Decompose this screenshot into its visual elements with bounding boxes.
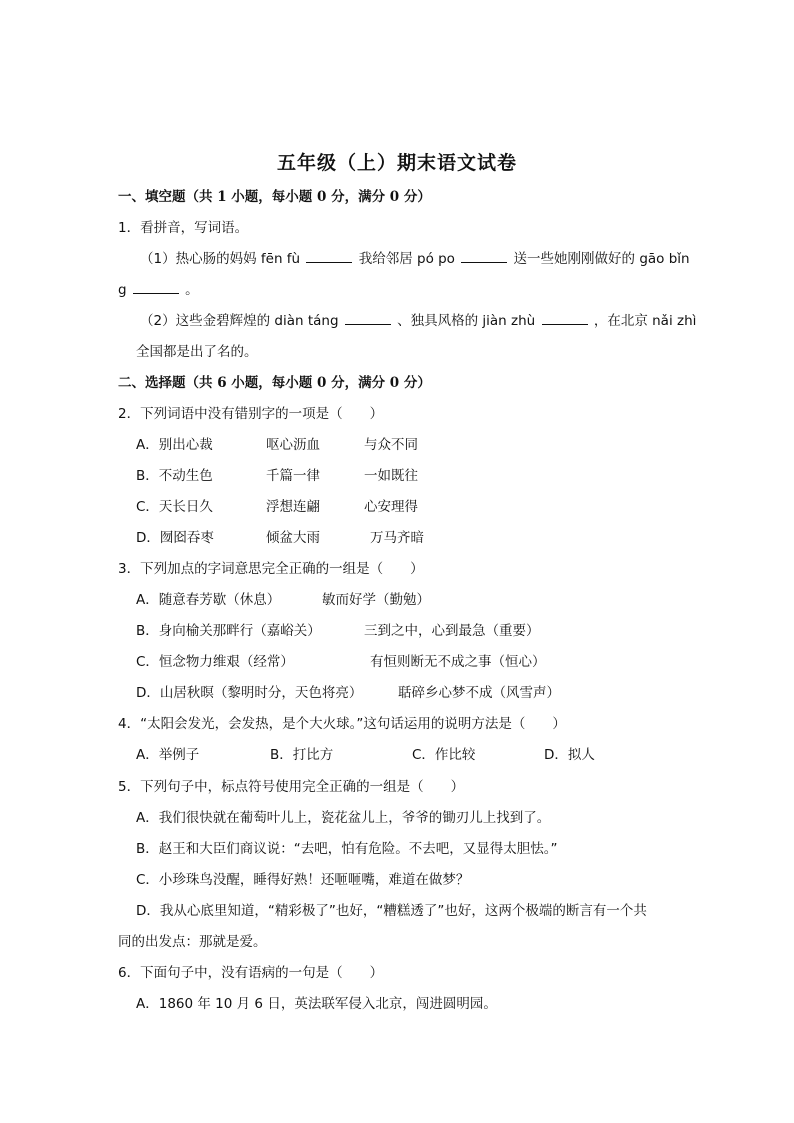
- q1-p2-text-b: 、独具风格的 jiàn zhù: [397, 313, 536, 329]
- q4-option-c[interactable]: C．作比较: [412, 747, 476, 763]
- question-1-stem: 1．看拼音，写词语。: [118, 220, 249, 236]
- answer-blank[interactable]: [542, 312, 588, 325]
- option-term: 呕心沥血: [266, 437, 320, 453]
- q1-p1-text-b: 我给邻居 pó po: [358, 251, 455, 267]
- page-title: 五年级（上）期末语文试卷: [276, 152, 517, 174]
- question-5-stem: 5．下列句子中，标点符号使用完全正确的一组是（ ）: [118, 779, 465, 795]
- question-2-stem: 2．下列词语中没有错别字的一项是（ ）: [118, 406, 384, 422]
- q1-p2-text-c: ，在北京 nǎi zhì: [593, 313, 697, 329]
- q2-option-a[interactable]: [136, 436, 418, 454]
- question-1-part-2: [140, 312, 696, 330]
- q2-option-c[interactable]: [136, 498, 418, 516]
- option-label: C．天长日久: [136, 499, 213, 515]
- q4-option-a[interactable]: A．举例子: [136, 747, 200, 763]
- section-heading-fill-in: 一、填空题（共 1 小题，每小题 0 分，满分 0 分）: [118, 189, 431, 205]
- option-term: 万马齐暗: [370, 530, 424, 546]
- option-term: 一如既往: [364, 468, 418, 484]
- section-heading-choice: 二、选择题（共 6 小题，每小题 0 分，满分 0 分）: [118, 375, 431, 391]
- answer-blank[interactable]: [133, 281, 179, 294]
- q1-p1-text-d: g: [118, 282, 127, 298]
- option-term: 心安理得: [364, 499, 418, 515]
- q5-option-a[interactable]: A．我们很快就在葡萄叶儿上，瓷花盆儿上，爷爷的锄刃儿上找到了。: [136, 810, 551, 826]
- question-1-part-1: [140, 250, 690, 268]
- q4-options: [136, 746, 616, 764]
- q2-option-b[interactable]: [136, 467, 418, 485]
- q5-option-d[interactable]: D．我从心底里知道，“精彩极了”也好，“糟糕透了”也好，这两个极端的断言有一个共: [136, 903, 647, 919]
- q2-option-d[interactable]: [136, 529, 424, 547]
- option-text: 有恒则断无不成之事（恒心）: [370, 654, 546, 670]
- question-6-stem: 6．下面句子中，没有语病的一句是（ ）: [118, 965, 384, 981]
- question-1-part-1-cont: [118, 281, 199, 299]
- option-label: B．不动生色: [136, 468, 213, 484]
- q3-option-c[interactable]: [136, 653, 546, 671]
- option-text: B．身向榆关那畔行（嘉峪关）: [136, 623, 321, 639]
- answer-blank[interactable]: [461, 250, 507, 263]
- q1-p1-text-a: （1）热心肠的妈妈 fēn fù: [140, 251, 301, 267]
- answer-blank[interactable]: [306, 250, 352, 263]
- option-term: 千篇一律: [266, 468, 320, 484]
- q5-option-c[interactable]: C．小珍珠鸟没醒，睡得好熟！还咂咂嘴，难道在做梦？: [136, 872, 470, 888]
- option-label: A．别出心裁: [136, 437, 213, 453]
- q5-option-b[interactable]: B．赵王和大臣们商议说：“去吧，怕有危险。不去吧，又显得太胆怯。”: [136, 841, 558, 857]
- option-term: 与众不同: [364, 437, 418, 453]
- q4-option-b[interactable]: B．打比方: [270, 747, 334, 763]
- q1-p1-text-c: 送一些她刚刚做好的 gāo bǐn: [513, 251, 690, 267]
- question-4-stem: 4．“太阳会发光，会发热，是个大火球。”这句话运用的说明方法是（ ）: [118, 716, 566, 732]
- option-text: 敏而好学（勤勉）: [322, 592, 430, 608]
- option-text: D．山居秋暝（黎明时分，天色将亮）: [136, 685, 363, 701]
- option-text: 聒碎乡心梦不成（风雪声）: [398, 685, 560, 701]
- q1-p2-text-d: 全国都是出了名的。: [136, 344, 258, 360]
- option-label: D．囫囵吞枣: [136, 530, 214, 546]
- q3-option-a[interactable]: [136, 591, 430, 609]
- option-text: 三到之中，心到最急（重要）: [364, 623, 540, 639]
- q1-p1-text-e: 。: [185, 282, 199, 298]
- q1-p2-text-a: （2）这些金碧辉煌的 diàn táng: [140, 313, 339, 329]
- q3-option-d[interactable]: [136, 684, 560, 702]
- option-text: A．随意春芳歇（休息）: [136, 592, 281, 608]
- q4-option-d[interactable]: D．拟人: [544, 747, 595, 763]
- option-term: 倾盆大雨: [266, 530, 320, 546]
- option-term: 浮想连翩: [266, 499, 320, 515]
- question-3-stem: 3．下列加点的字词意思完全正确的一组是（ ）: [118, 561, 424, 577]
- option-text: C．恒念物力维艰（经常）: [136, 654, 294, 670]
- q5-option-d-cont: 同的出发点：那就是爱。: [118, 934, 267, 950]
- q3-option-b[interactable]: [136, 622, 540, 640]
- q6-option-a[interactable]: A．1860 年 10 月 6 日，英法联军侵入北京，闯进圆明园。: [136, 996, 497, 1012]
- answer-blank[interactable]: [345, 312, 391, 325]
